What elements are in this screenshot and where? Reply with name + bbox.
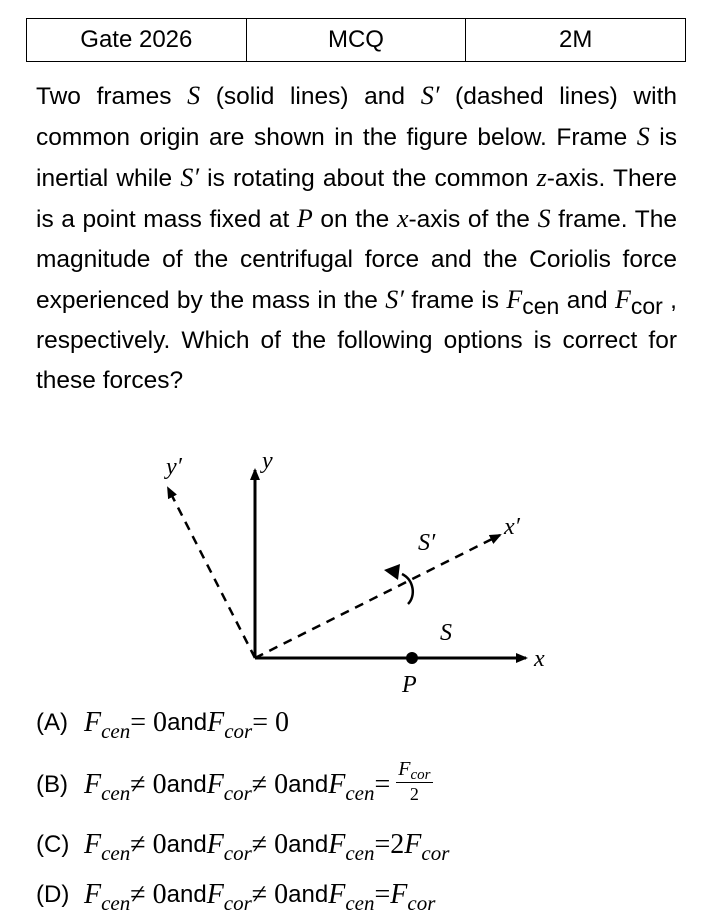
fraction: $\frac{F_{cor}}{2}$ xyxy=(398,757,431,804)
label-x-prime: x′ xyxy=(504,514,520,540)
header-table xyxy=(26,18,686,62)
option-b[interactable]: (B) F cen ≠ 0 and F cor ≠ 0 and F cen = $\frac{F_{cor}}{2}$ xyxy=(36,757,431,805)
frames-figure xyxy=(150,440,570,700)
y-prime-axis xyxy=(168,488,255,658)
option-c[interactable]: (C) F cen ≠ 0 and F cor ≠ 0 and F cen = 2 F cor xyxy=(36,829,450,865)
marks-cell: 2M xyxy=(466,19,686,62)
option-a[interactable]: (A) F cen = 0 and F cor = 0 xyxy=(36,707,290,743)
x-prime-axis xyxy=(255,535,500,658)
label-y: y xyxy=(262,448,273,474)
label-x: x xyxy=(534,646,545,672)
label-S-prime: S′ xyxy=(418,530,436,556)
label-S: S xyxy=(440,620,452,646)
rotation-arrow-icon xyxy=(402,574,413,604)
label-y-prime: y′ xyxy=(166,454,182,480)
option-d[interactable]: (D) F cen ≠ 0 and F cor ≠ 0 and F cen = F cor xyxy=(36,879,436,915)
label-P: P xyxy=(402,672,417,698)
question-type-cell: MCQ xyxy=(246,19,466,62)
question-text: Two frames S (solid lines) and S′ (dashed lines) with common origin are shown in the figure below. Frame S is inertial while S′ is rotating about the common z-axis. There is a point mass fixed at P on the x-axis of the S frame. The magnitude of the centrifugal force and the Coriolis force experienced by the mass in the S′ frame is Fcen and Fcor , respectively. Which of the following options is correct for these forces? xyxy=(36,81,678,394)
exam-cell: Gate 2026 xyxy=(27,19,247,62)
point-mass-P xyxy=(406,652,418,664)
